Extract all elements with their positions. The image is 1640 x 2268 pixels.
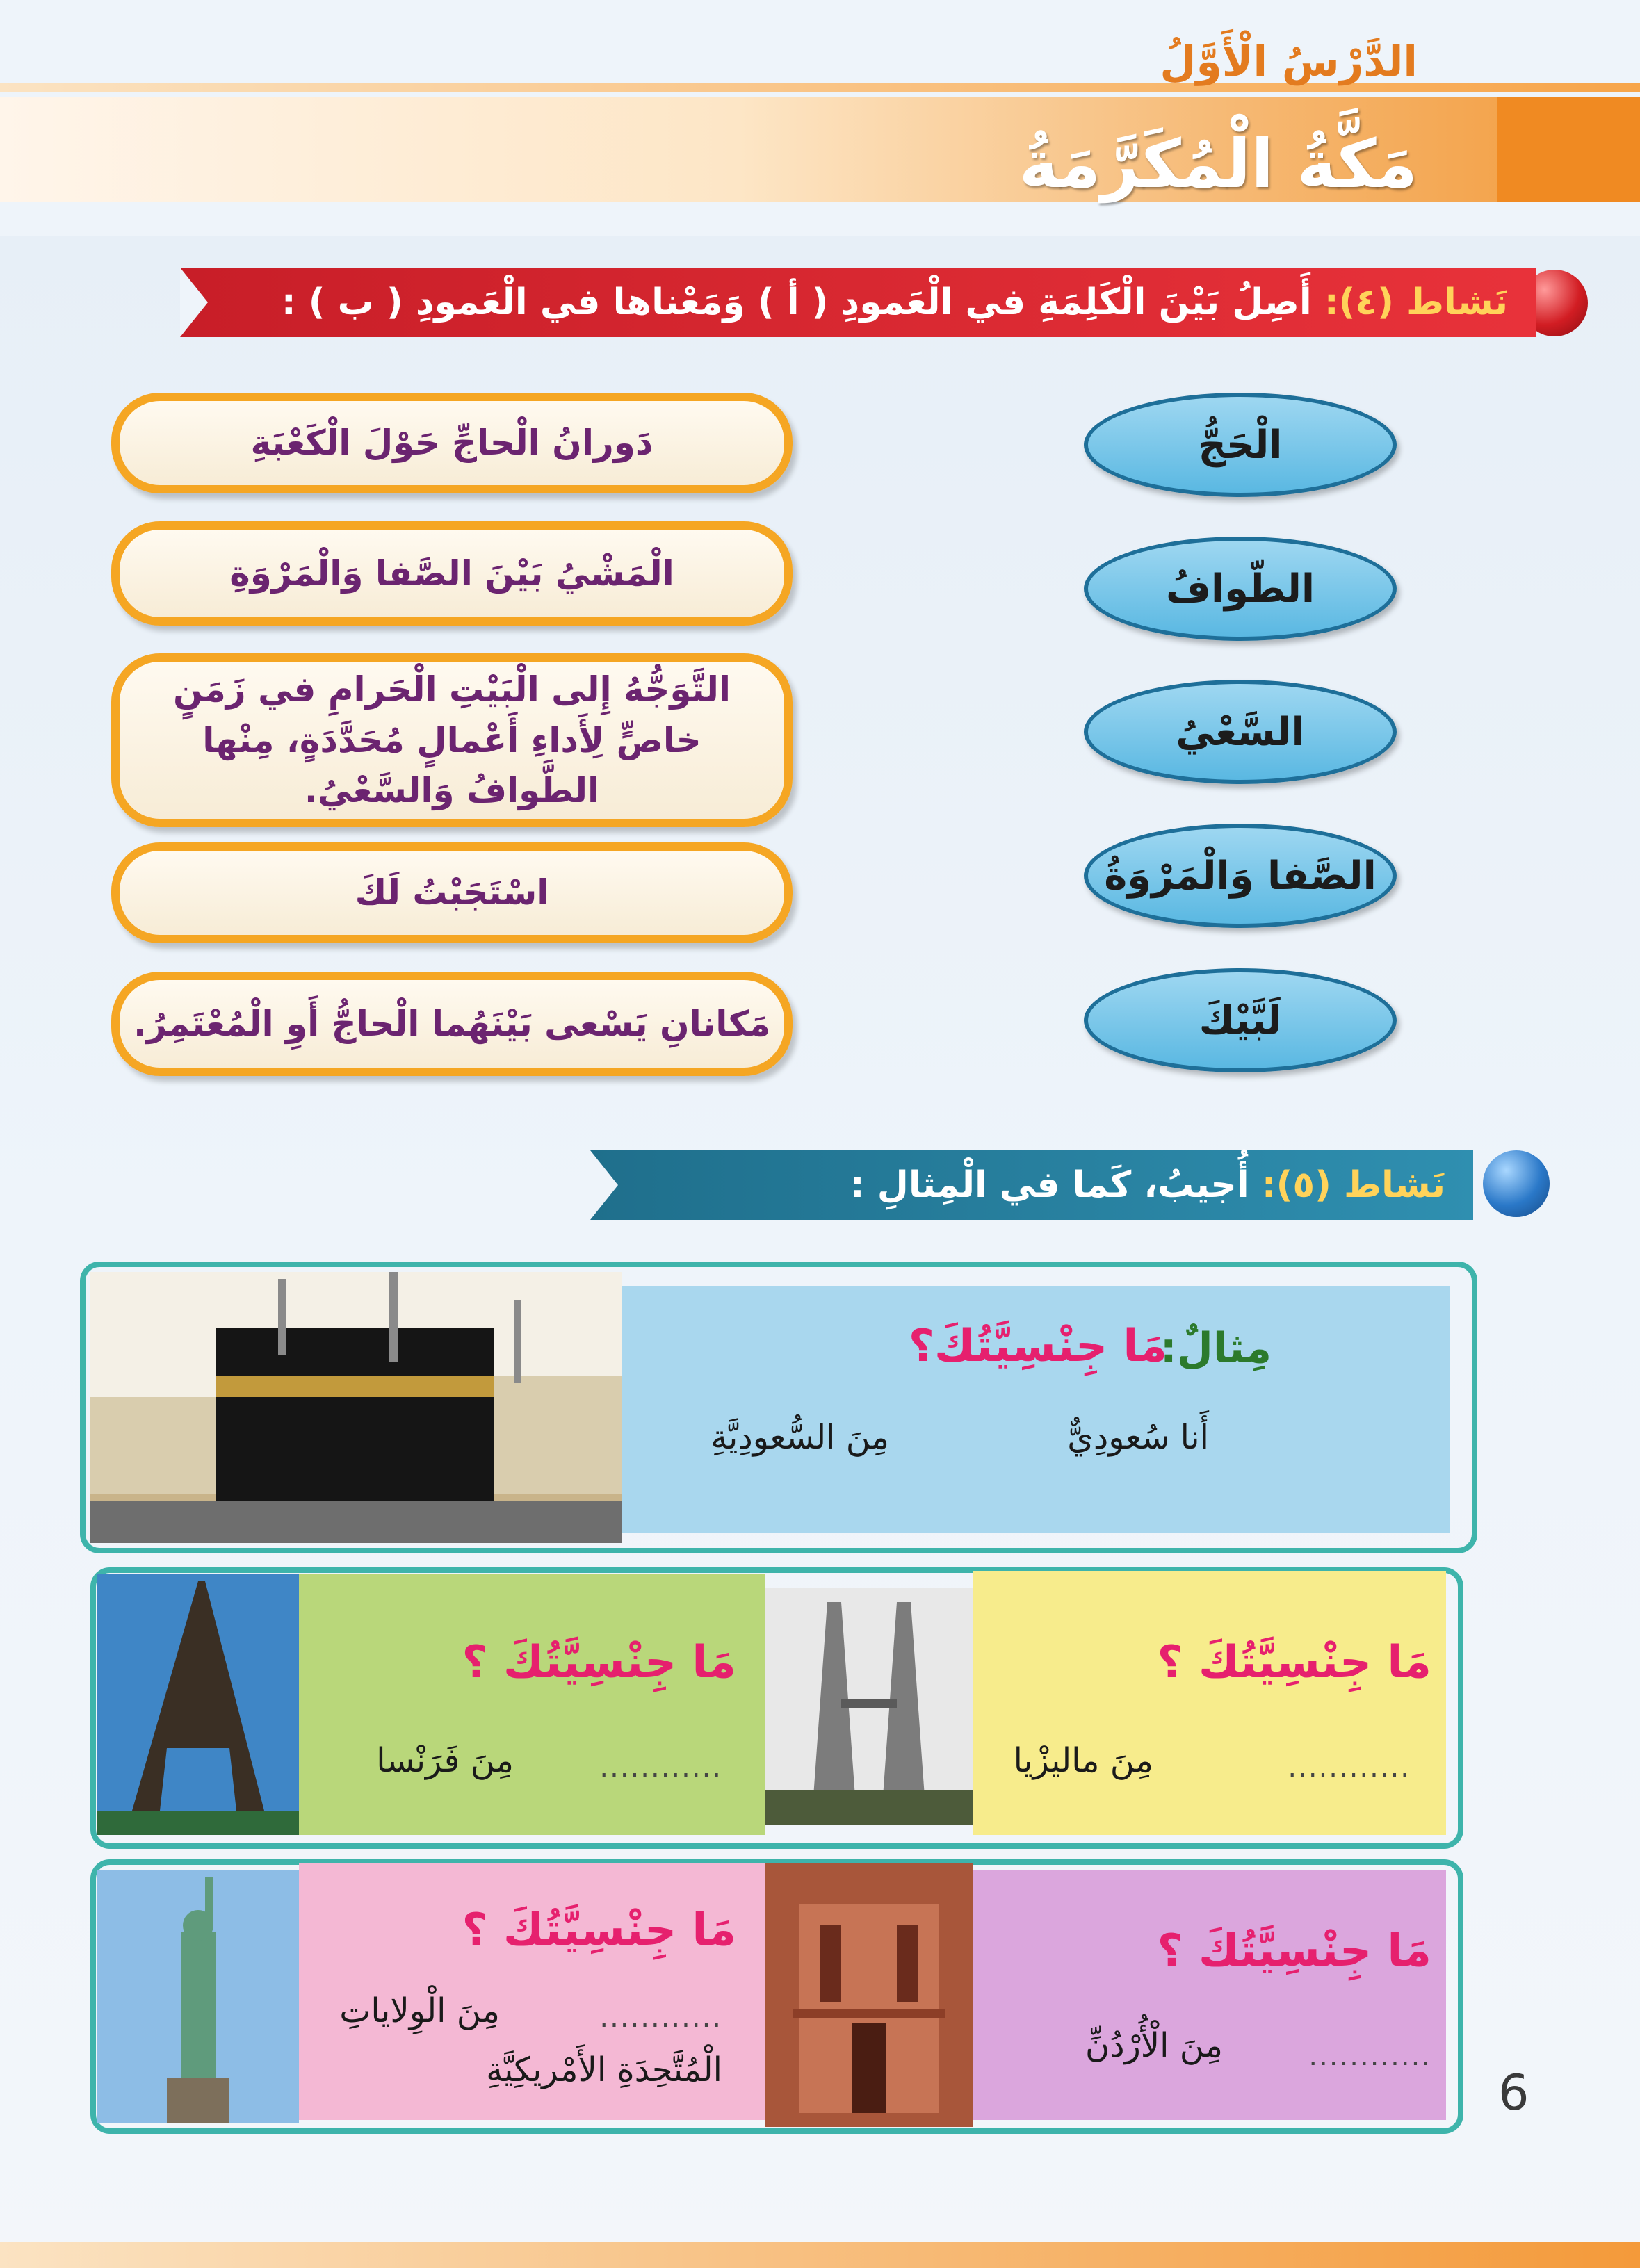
france-from: مِنَ فَرَنْسا <box>376 1741 514 1780</box>
jordan-panel <box>973 1870 1446 2120</box>
usa-from-line2: الْمُتَّحِدَةِ الأَمْريكِيَّةِ <box>486 2050 722 2089</box>
blue-bullet-icon <box>1483 1150 1550 1217</box>
lesson-title: مَكَّةُ الْمُكَرَّمَةُ <box>1018 125 1418 203</box>
malaysia-question: مَا جِنْسِيَّتُكَ ؟ <box>1157 1637 1431 1688</box>
word-hajj[interactable]: الْحَجُّ <box>1084 393 1397 497</box>
usa-from: مِنَ الْوِلاياتِ <box>339 1991 500 2030</box>
activity4-instruction: أَصِلُ بَيْنَ الْكَلِمَةِ في الْعَمودِ ( أ ) وَمَعْناها في الْعَمودِ ( ب ) : <box>281 282 1312 323</box>
jordan-question: مَا جِنْسِيَّتُكَ ؟ <box>1157 1925 1431 1977</box>
activity4-label: نَشاط (٤): <box>1324 282 1508 323</box>
usa-answer-blank[interactable]: ............ <box>599 2002 722 2034</box>
activity4-banner <box>180 268 1536 337</box>
malaysia-panel <box>973 1571 1446 1835</box>
word-labbayk[interactable]: لَبَّيْكَ <box>1084 968 1397 1072</box>
lesson-label: الدَّرْسُ الْأَوَّلُ <box>1160 38 1418 86</box>
header-accent-block <box>1497 97 1640 202</box>
malaysia-from: مِنَ ماليزْيا <box>1013 1741 1153 1780</box>
example-label: مِثالٌ: <box>1160 1324 1272 1373</box>
meaning-5[interactable]: مَكانانِ يَسْعى بَيْنَهُما الْحاجُّ أَوِ الْمُعْتَمِرُ. <box>111 972 793 1076</box>
word-saee[interactable]: السَّعْيُ <box>1084 680 1397 784</box>
meaning-3[interactable]: التَّوَجُّهُ إِلى الْبَيْتِ الْحَرامِ في زَمَنٍ خاصٍّ لِأَداءِ أَعْمالٍ مُحَدَّدَةٍ، مِنْها الطَّوافُ وَالسَّعْيُ. <box>111 653 793 827</box>
statue-of-liberty-image <box>97 1870 299 2123</box>
word-tawaf[interactable]: الطّوافُ <box>1084 537 1397 641</box>
jordan-answer-blank[interactable]: ............ <box>1308 2040 1431 2072</box>
activity5-instruction: أُجيبُ، كَما في الْمِثالِ : <box>850 1164 1249 1206</box>
word-safa-marwa[interactable]: الصَّفا وَالْمَرْوَةُ <box>1084 824 1397 928</box>
page-number: 6 <box>1498 2064 1529 2121</box>
petronas-towers-image <box>765 1588 973 1825</box>
footer-stripe <box>0 2242 1640 2268</box>
activity5-label: نَشاط (٥): <box>1261 1164 1445 1206</box>
malaysia-answer-blank[interactable]: ............ <box>1288 1752 1411 1784</box>
france-panel <box>299 1574 765 1835</box>
eiffel-tower-image <box>97 1574 299 1835</box>
example-answer: أَنا سُعودِيٌّ <box>1067 1418 1209 1457</box>
meaning-2[interactable]: الْمَشْيُ بَيْنَ الصَّفا وَالْمَرْوَةِ <box>111 521 793 626</box>
meaning-4[interactable]: اسْتَجَبْتُ لَكَ <box>111 842 793 943</box>
example-question: مَا جِنْسِيَّتُكَ؟ <box>908 1321 1167 1372</box>
activity5-banner <box>590 1150 1473 1220</box>
usa-question: مَا جِنْسِيَّتُكَ ؟ <box>462 1904 736 1956</box>
jordan-from: مِنَ الْأُرْدُنِّ <box>1085 2026 1223 2065</box>
france-answer-blank[interactable]: ............ <box>599 1752 722 1784</box>
example-from: مِنَ السُّعودِيَّةِ <box>711 1418 889 1457</box>
kaaba-image <box>90 1272 622 1543</box>
meaning-1[interactable]: دَورانُ الْحاجِّ حَوْلَ الْكَعْبَةِ <box>111 393 793 493</box>
petra-image <box>765 1863 973 2127</box>
france-question: مَا جِنْسِيَّتُكَ ؟ <box>462 1637 736 1688</box>
